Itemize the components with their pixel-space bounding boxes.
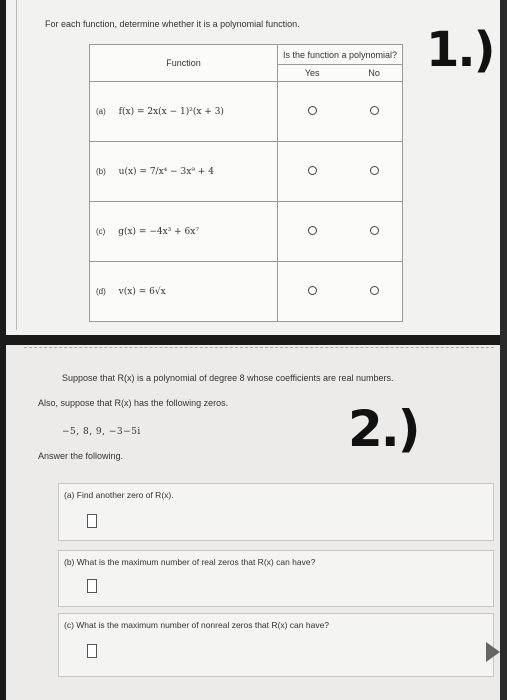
row-label: (b) [96,166,106,176]
row-label: (a) [96,106,106,116]
function-cell-c [90,202,278,262]
table-row [90,82,403,142]
no-column-header: No [346,65,402,82]
problem-number-badge-1: 1.) [426,22,494,78]
no-radio-c[interactable] [370,226,379,235]
function-expression: v(x) = 6√x [118,286,166,297]
function-expression: g(x) = −4x³ + 6x⁷ [118,226,199,237]
function-expression: f(x) = 2x(x − 1)²(x + 3) [118,106,224,117]
question-a-box [58,483,494,541]
row-label: (d) [96,286,106,296]
screen-edge [500,0,507,700]
yes-radio-d[interactable] [308,286,317,295]
no-radio-b[interactable] [370,166,379,175]
yes-radio-c[interactable] [308,226,317,235]
question-b-text: (b) What is the maximum number of real zeros that R(x) can have? [64,557,316,567]
question-a-text: (a) Find another zero of R(x). [64,490,174,500]
question-c-text: (c) What is the maximum number of nonreal zeros that R(x) can have? [64,620,330,630]
answer-c-input[interactable] [87,644,97,658]
question-c-box [58,613,494,677]
problem-intro: Suppose that R(x) is a polynomial of degree 8 whose coefficients are real numbers. [62,373,394,383]
yes-radio-a[interactable] [308,106,317,115]
answer-prompt: Answer the following. [38,451,124,461]
question-column-header: Is the function a polynomial? [278,45,403,65]
margin-line [16,0,17,330]
function-cell-d [90,262,278,322]
instructions: For each function, determine whether it is a polynomial function. [45,19,300,29]
zeros-intro: Also, suppose that R(x) has the following zeros. [38,398,229,408]
function-expression: u(x) = 7/x⁴ − 3x⁹ + 4 [118,166,214,177]
table-row [90,262,403,322]
function-cell-a [90,82,278,142]
zeros-list: −5, 8, 9, −3−5i [62,427,141,437]
no-radio-a[interactable] [370,106,379,115]
answer-b-input[interactable] [87,579,97,593]
polynomial-table [89,44,403,322]
question-b-box [58,550,494,607]
yes-column-header: Yes [278,65,347,82]
function-column-header: Function [90,45,278,82]
function-cell-b [90,142,278,202]
divider [24,347,494,348]
table-row [90,202,403,262]
yes-radio-b[interactable] [308,166,317,175]
row-label: (c) [96,226,106,236]
next-arrow-icon[interactable] [486,642,500,662]
answer-a-input[interactable] [87,514,97,528]
no-radio-d[interactable] [370,286,379,295]
problem-number-badge-2: 2.) [348,400,419,458]
table-row [90,142,403,202]
